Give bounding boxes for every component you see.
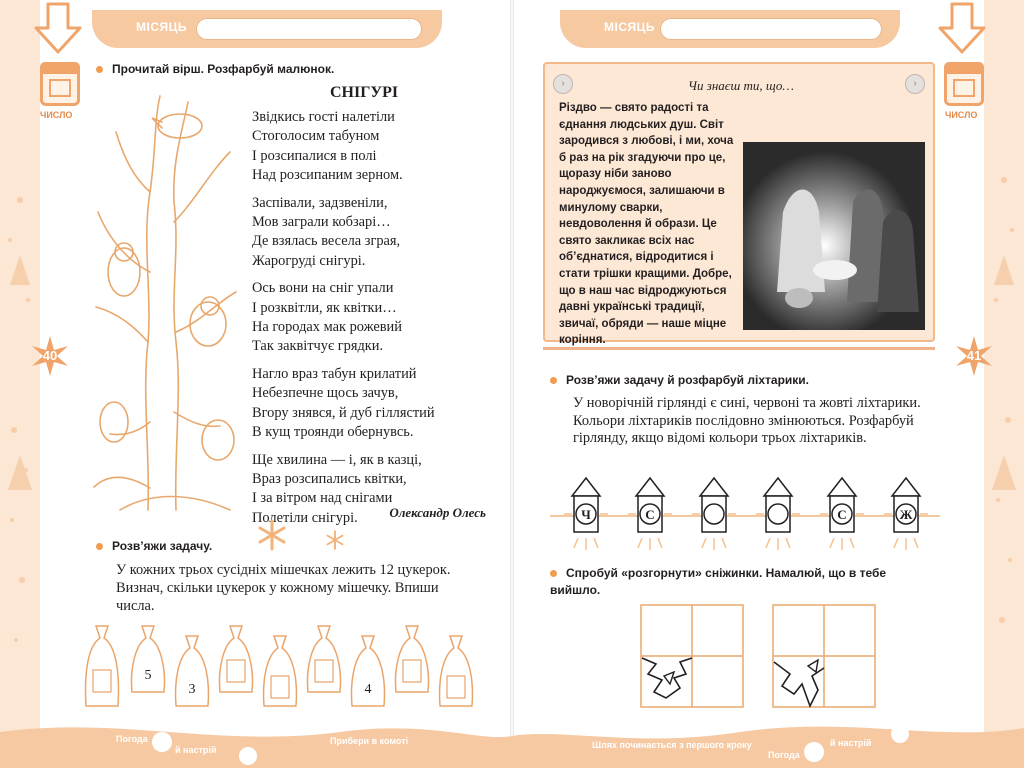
month-label: МІСЯЦЬ <box>604 20 656 34</box>
pin-icon: › <box>905 74 925 94</box>
bag-icon[interactable] <box>348 622 388 712</box>
poem-line: Де взялась весела зграя, <box>252 233 401 250</box>
date-label: ЧИСЛО <box>40 110 73 120</box>
task-text: Прочитай вірш. Розфарбуй малюнок. <box>112 62 335 76</box>
bullet-icon <box>550 570 557 577</box>
bag-icon[interactable] <box>128 622 168 712</box>
month-input[interactable] <box>196 18 422 40</box>
left-decorative-band <box>0 0 40 768</box>
nativity-scene-image <box>743 142 925 330</box>
lantern[interactable] <box>812 474 872 552</box>
bag-number: 5 <box>144 668 152 683</box>
lantern-color-letter: С <box>645 507 655 522</box>
lantern[interactable] <box>556 474 616 552</box>
lantern-icon <box>684 474 744 552</box>
footer-text: й настрій <box>175 745 217 755</box>
lantern-color-letter: Ж <box>899 507 913 522</box>
calendar-icon <box>40 62 80 106</box>
page-number-left <box>30 336 70 376</box>
poem-line: Полетіли снігурі. <box>252 509 358 526</box>
poem-text <box>252 108 492 536</box>
month-bar-left <box>92 10 442 48</box>
calendar-icon <box>944 62 984 106</box>
task-heading-snowflakes <box>550 565 930 599</box>
task-heading-lanterns <box>550 373 809 387</box>
poem-line: І розквітли, як квітки… <box>252 299 397 316</box>
footer-text: Погода <box>768 750 800 760</box>
poem-line: Враз розсипались квітки, <box>252 470 407 487</box>
task-text: Розв’яжи задачу й розфарбуй ліхтарики. <box>566 373 809 387</box>
arrow-down-icon <box>34 2 82 54</box>
lantern[interactable] <box>620 474 680 552</box>
snowflake-icon <box>325 530 345 550</box>
poem-line: Мов заграли кобзарі… <box>252 214 391 231</box>
bullet-icon <box>550 377 557 384</box>
month-label: МІСЯЦЬ <box>136 20 188 34</box>
poem-line: Стоголосим табуном <box>252 128 380 145</box>
bag-number: 3 <box>188 682 196 697</box>
left-band-pattern <box>0 0 40 768</box>
poem-line: Заспівали, задзвеніли, <box>252 194 388 211</box>
lantern[interactable] <box>684 474 744 552</box>
lantern-color-letter: Ч <box>581 507 591 522</box>
poem-stanza <box>252 108 492 186</box>
bag-icon[interactable] <box>172 622 212 712</box>
poem-line: Жарогруді снігурі. <box>252 252 366 269</box>
page-number-text: 41 <box>966 348 982 363</box>
candy-bags-problem-text: У кожних трьох сусідніх мішечках лежить 12 цукерок. Визнач, скільки цукерок у кожному мішечку. Впиши числа. <box>116 562 451 614</box>
poem-line: Вгору знявся, й дуб гіллястий <box>252 404 435 421</box>
lantern-color-letter: С <box>837 507 847 522</box>
bag-number: 4 <box>364 682 372 697</box>
info-title: Чи знаєш ти, що… <box>688 78 794 93</box>
poem-line: Небезпечне щось зачув, <box>252 385 399 402</box>
bag-icon[interactable] <box>436 622 476 712</box>
footer-text: Шлях починається з першого кроку <box>592 740 752 750</box>
section-divider <box>543 347 935 350</box>
month-input[interactable] <box>660 18 882 40</box>
poem-line: На городах мак рожевий <box>252 319 402 336</box>
poem-line: Так заквітчує грядки. <box>252 338 384 355</box>
task-text: Спробуй «розгорнути» сніжинки. Намалюй, що в тебе вийшло. <box>550 566 887 597</box>
poem-line: В кущ троянди обернувсь. <box>252 424 414 441</box>
poem-stanza <box>252 365 492 443</box>
book-gutter <box>510 0 514 768</box>
pin-icon: › <box>553 74 573 94</box>
lanterns-problem-text: У новорічній гірлянді є сині, червоні та жовті ліхтарики. Кольори ліхтариків послідовно змінюються. Розфарбуй гірлянду, якщо відомі кольори трьох ліхтариків. <box>573 395 921 447</box>
lantern[interactable] <box>748 474 808 552</box>
bag-icon[interactable] <box>216 622 256 712</box>
bag-icon[interactable] <box>260 622 300 712</box>
task-heading-solve-problem <box>96 539 212 553</box>
poem-title: СНІГУРІ <box>330 84 399 101</box>
page-number-right <box>954 336 994 376</box>
bag-icon[interactable] <box>392 622 432 712</box>
lantern[interactable] <box>876 474 936 552</box>
poem-line: Нагло враз табун крилатий <box>252 365 417 382</box>
poem-line: Над розсипаним зерном. <box>252 167 403 184</box>
snowflake-drawing-grid[interactable] <box>772 604 876 708</box>
bag-icon[interactable] <box>304 622 344 712</box>
arrow-down-icon <box>938 2 986 54</box>
footer-text: Погода <box>116 734 148 744</box>
bag-icon[interactable] <box>82 622 122 712</box>
poem-line: І за вітром над снігами <box>252 490 393 507</box>
snowflake-drawing-grid[interactable] <box>640 604 744 708</box>
candy-bags-row <box>80 622 480 712</box>
poem-author: Олександр Олесь <box>389 505 486 520</box>
did-you-know-panel <box>543 62 935 347</box>
bullet-icon <box>96 66 103 73</box>
poem-line: І розсипалися в полі <box>252 147 377 164</box>
poem-stanza <box>252 279 492 357</box>
lantern-icon <box>748 474 808 552</box>
lantern-garland <box>550 474 940 554</box>
date-label: ЧИСЛО <box>945 110 978 120</box>
poem-line: Звідкись гості налетіли <box>252 109 395 125</box>
right-decorative-band <box>984 0 1024 768</box>
poem-stanza <box>252 194 492 272</box>
info-text: Різдво — свято радості та єднання людських душ. Світ зародився з любові, і ми, хоча б раз на рік згадуючи про це, щоразу ніби заново народжуємося, залишаючи в минулому сварки, невдоволення й образи. Це свято закликає всіх нас об’єднатися, відродитися і стати трішки кращими. Добре, що в наш час відроджуються давні українські традиції, звичаї, обряди — наше міцне коріння. <box>559 102 734 347</box>
footer-text: Прибери в комоті <box>330 736 409 746</box>
snowflake-icon <box>256 519 288 551</box>
task-heading-read-poem <box>96 62 334 76</box>
poem-line: Ось вони на сніг упали <box>252 280 394 297</box>
task-text: Розв’яжи задачу. <box>112 539 213 553</box>
right-band-pattern <box>984 0 1024 768</box>
footer-text: й настрій <box>830 738 872 748</box>
page-number-text: 40 <box>42 348 58 363</box>
bullet-icon <box>96 543 103 550</box>
poem-line: Ще хвилина — і, як в казці, <box>252 451 422 468</box>
tree-with-bullfinches-coloring-illustration[interactable] <box>90 92 240 512</box>
month-bar-right <box>560 10 900 48</box>
